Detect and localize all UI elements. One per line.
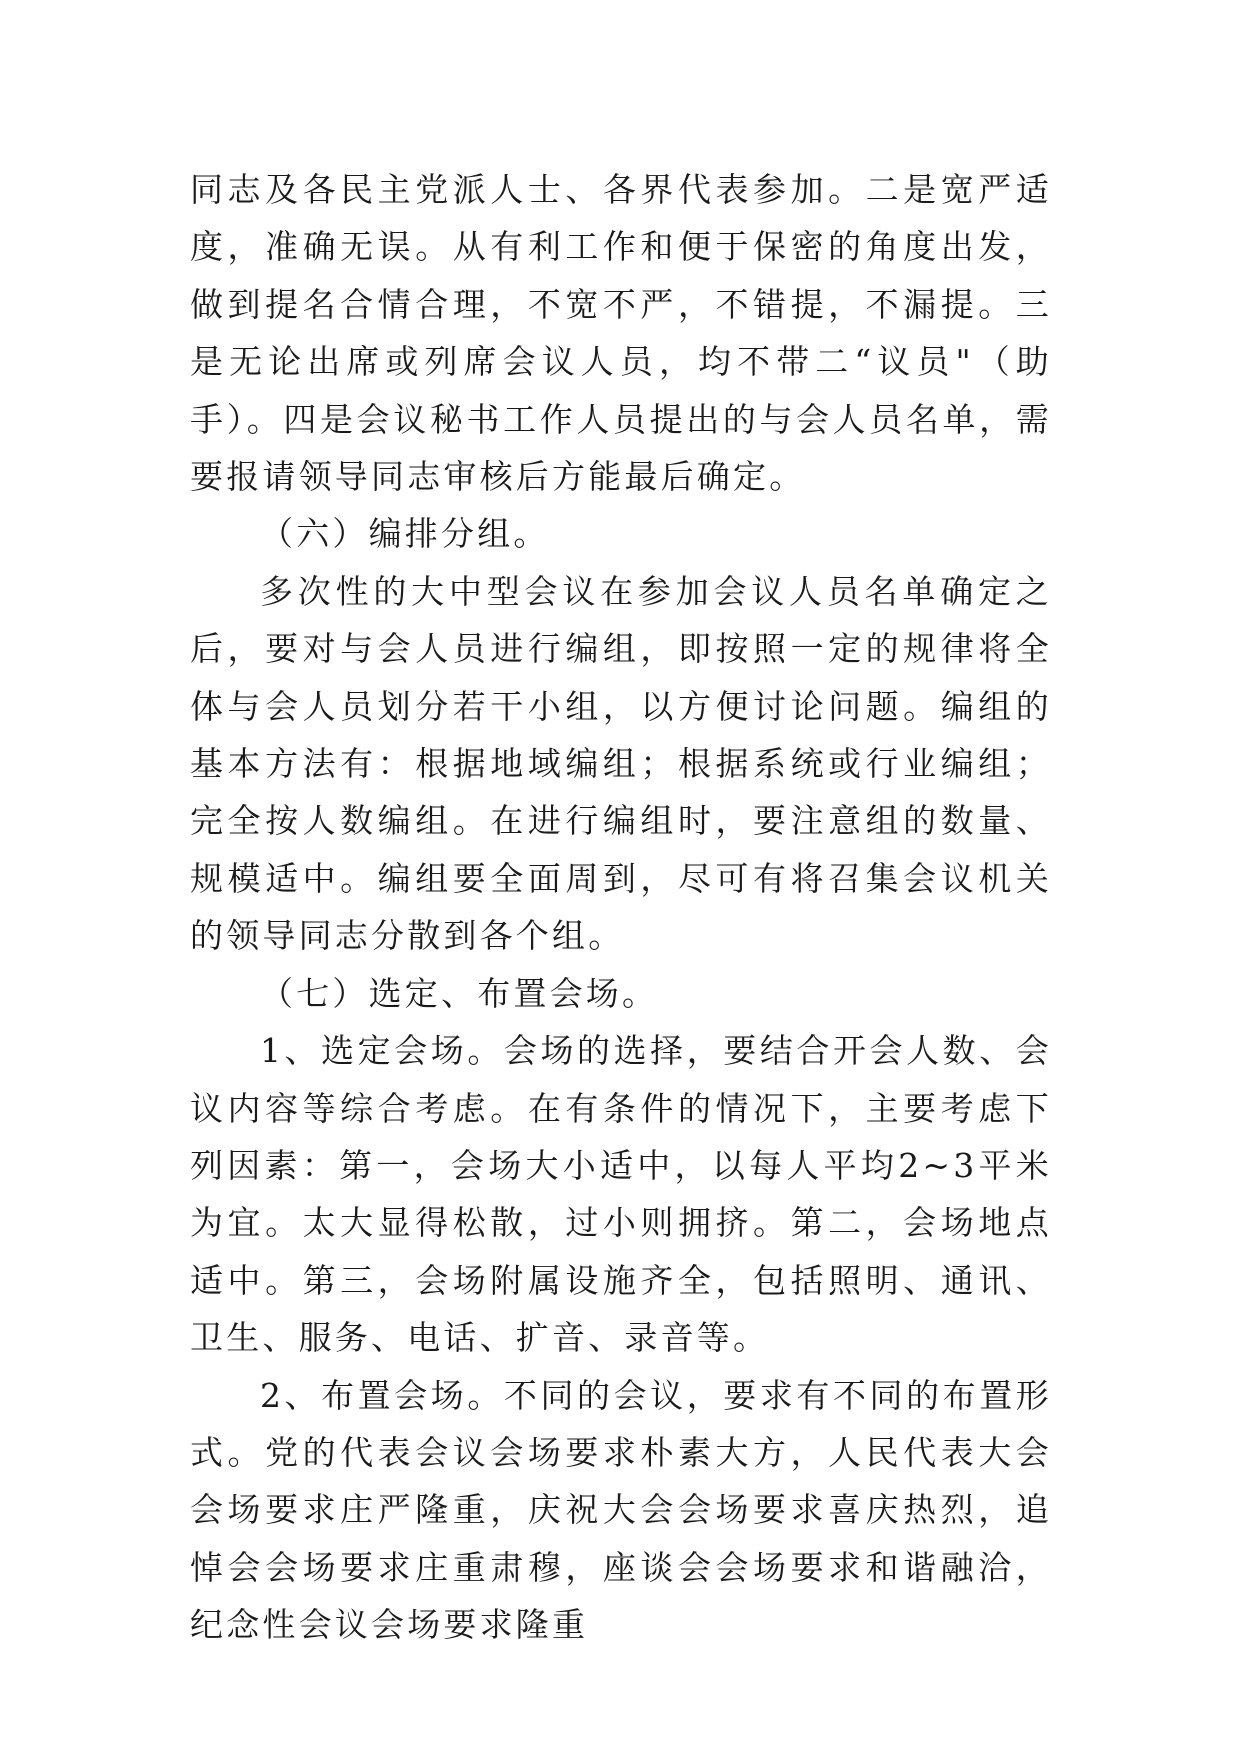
paragraph-select-venue: 1、选定会场。会场的选择，要结合开会人数、会议内容等综合考虑。在有条件的情况下，主要考虑下列因素：第一，会场大小适中，以每人平均2~3平米为宜。太大显得松散，过小则拥挤。第二，会场地点适中。第三，会场附属设施齐全，包括照明、通讯、卫生、服务、电话、扩音、录音等。 <box>190 1031 1052 1358</box>
paragraph-arrange-venue: 2、布置会场。不同的会议，要求有不同的布置形式。党的代表会议会场要求朴素大方，人民代表大会会场要求庄严隆重，庆祝大会会场要求喜庆热烈，追悼会会场要求庄重肃穆，座谈会会场要求和谐融洽，纪念性会议会场要求隆重 <box>190 1375 1052 1645</box>
paragraph-attendee-principles: 同志及各民主党派人士、各界代表参加。二是宽严适度，准确无误。从有利工作和便于保密的角度出发，做到提名合情合理，不宽不严，不错提，不漏提。三是无论出席或列席会议人员，均不带二“议员"（助手）。四是会议秘书工作人员提出的与会人员名单，需要报请领导同志审核后方能最后确定。 <box>190 170 1052 497</box>
paragraph-grouping: 多次性的大中型会议在参加会议人员名单确定之后，要对与会人员进行编组，即按照一定的规律将全体与会人员划分若干小组，以方便讨论问题。编组的基本方法有：根据地域编组；根据系统或行业编组；完全按人数编组。在进行编组时，要注意组的数量、规模适中。编组要全面周到，尽可有将召集会议机关的领导同志分散到各个组。 <box>190 571 1052 956</box>
section-heading-venue: （七）选定、布置会场。 <box>260 973 659 1013</box>
document-body <box>190 161 1052 1654</box>
section-heading-grouping: （六）编排分组。 <box>260 514 550 554</box>
